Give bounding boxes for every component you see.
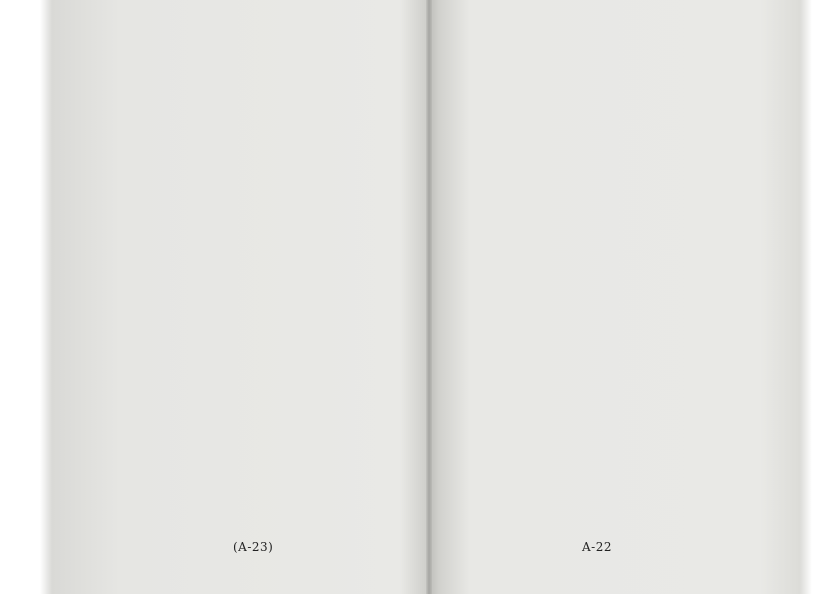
right-page-text (456, 40, 768, 530)
book-gutter (426, 0, 432, 594)
left-page-text (92, 40, 402, 530)
right-page-number: A-22 (582, 540, 612, 554)
left-page-number: (A-23) (233, 540, 274, 554)
left-page (92, 40, 402, 530)
right-page (456, 40, 768, 530)
